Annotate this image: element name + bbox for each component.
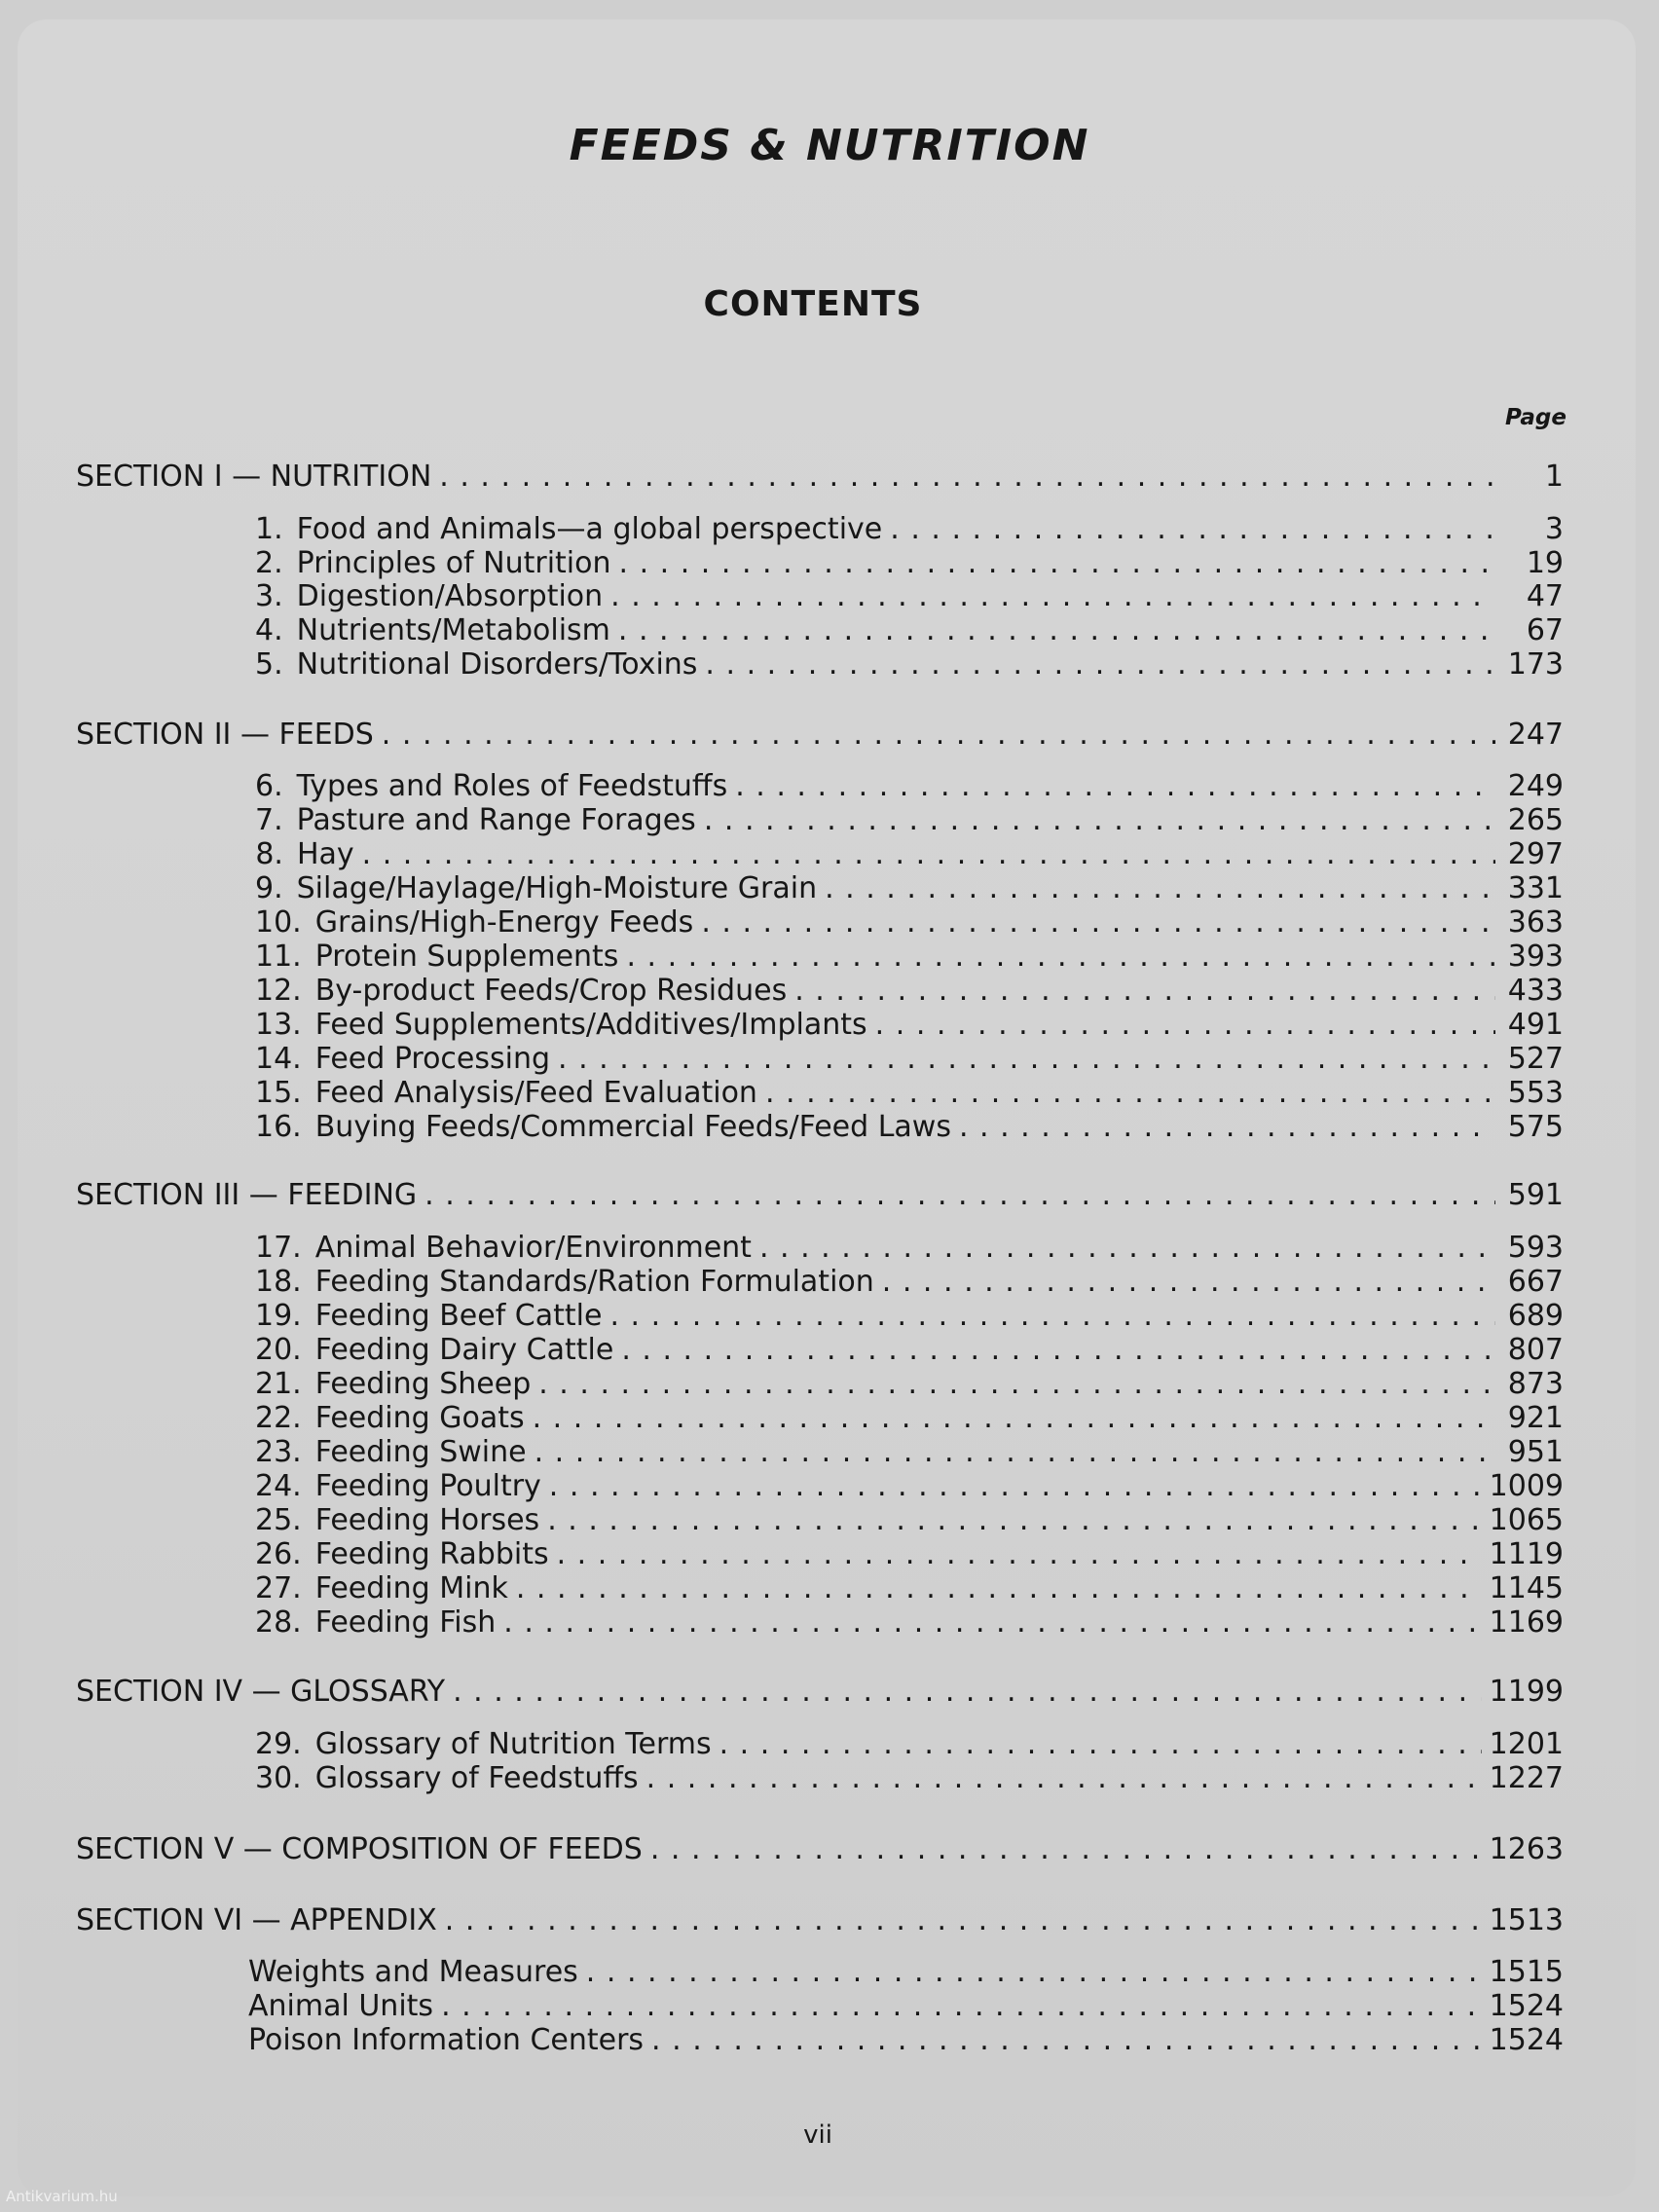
chapter-title: Silage/Haylage/High-Moisture Grain xyxy=(296,871,818,905)
dot-leader xyxy=(535,1435,1495,1470)
chapter-number: 11. xyxy=(255,940,302,974)
toc-entry xyxy=(255,974,1564,1009)
toc-entry xyxy=(255,1299,1564,1334)
toc-entry xyxy=(255,940,1564,975)
toc-entry xyxy=(255,1231,1564,1266)
toc-entry xyxy=(248,1989,1564,2024)
chapter-number: 12. xyxy=(255,974,302,1008)
chapter-number: 24. xyxy=(255,1469,302,1503)
chapter-title: By-product Feeds/Crop Residues xyxy=(314,974,788,1008)
page-number: 1169 xyxy=(1489,1605,1564,1640)
chapter-title: Pasture and Range Forages xyxy=(296,803,696,837)
dot-leader xyxy=(424,1178,1495,1213)
toc-section xyxy=(76,718,1564,753)
toc-entry xyxy=(255,1469,1564,1504)
chapter-number: 18. xyxy=(255,1265,302,1299)
chapter-title: Nutritional Disorders/Toxins xyxy=(296,647,698,682)
chapter-number: 27. xyxy=(255,1571,302,1605)
chapter-number: 5. xyxy=(255,647,283,682)
dot-leader xyxy=(558,1042,1495,1077)
toc-entry xyxy=(255,546,1564,581)
page-number: 553 xyxy=(1507,1076,1564,1110)
section-label: SECTION II — FEEDS xyxy=(76,718,374,752)
toc-entry xyxy=(255,1537,1564,1572)
page-number: 491 xyxy=(1507,1008,1564,1042)
chapter-number: 10. xyxy=(255,905,302,940)
page-number: 173 xyxy=(1507,647,1564,682)
chapter-number: 3. xyxy=(255,579,283,613)
page-number: 667 xyxy=(1507,1265,1564,1299)
dot-leader xyxy=(704,803,1495,838)
toc-section xyxy=(76,1675,1564,1710)
chapter-title: Feeding Dairy Cattle xyxy=(314,1333,614,1367)
section-label: SECTION V — COMPOSITION OF FEEDS xyxy=(76,1832,643,1866)
chapter-number: 7. xyxy=(255,803,283,837)
chapter-title: Glossary of Feedstuffs xyxy=(314,1761,639,1795)
page-number: 873 xyxy=(1507,1367,1564,1401)
page-number: 249 xyxy=(1507,769,1564,803)
chapter-number: 14. xyxy=(255,1042,302,1076)
toc-entry xyxy=(255,1110,1564,1145)
page-number: 265 xyxy=(1507,803,1564,837)
page-number: 1524 xyxy=(1489,1989,1564,2023)
section-label: SECTION IV — GLOSSARY xyxy=(76,1675,446,1709)
book-title: FEEDS & NUTRITION xyxy=(569,121,1090,170)
dot-leader xyxy=(609,1299,1495,1334)
page-number: 1524 xyxy=(1489,2023,1564,2057)
page-number: 297 xyxy=(1507,837,1564,871)
page-number: 363 xyxy=(1507,905,1564,940)
chapter-title: Nutrients/Metabolism xyxy=(296,613,610,647)
dot-leader xyxy=(875,1008,1495,1043)
chapter-title: Grains/High-Energy Feeds xyxy=(314,905,694,940)
toc-entry xyxy=(255,905,1564,940)
toc-entry xyxy=(255,803,1564,838)
dot-leader xyxy=(890,512,1495,547)
toc-entry xyxy=(255,1333,1564,1368)
chapter-title: Feed Supplements/Additives/Implants xyxy=(314,1008,867,1042)
page-number: 3 xyxy=(1544,512,1564,546)
section-label: SECTION VI — APPENDIX xyxy=(76,1903,437,1937)
chapter-title: Feeding Horses xyxy=(314,1503,540,1537)
dot-leader xyxy=(516,1571,1482,1606)
toc-entry xyxy=(255,837,1564,872)
page-number: 1009 xyxy=(1489,1469,1564,1503)
dot-leader xyxy=(586,1955,1482,1990)
toc-entry xyxy=(255,1367,1564,1402)
appendix-title: Weights and Measures xyxy=(248,1955,578,1989)
chapter-number: 6. xyxy=(255,769,283,803)
page-number: 331 xyxy=(1507,871,1564,905)
appendix-title: Animal Units xyxy=(248,1989,434,2023)
contents-heading: CONTENTS xyxy=(703,284,923,324)
dot-leader xyxy=(610,579,1495,614)
page-number: 1515 xyxy=(1489,1955,1564,1989)
toc-section xyxy=(76,1903,1564,1938)
toc-entry xyxy=(255,512,1564,547)
chapter-title: Feeding Rabbits xyxy=(314,1537,549,1571)
toc-section xyxy=(76,460,1564,495)
dot-leader xyxy=(825,871,1495,906)
dot-leader xyxy=(362,837,1495,872)
chapter-title: Feeding Beef Cattle xyxy=(314,1299,603,1333)
chapter-number: 21. xyxy=(255,1367,302,1401)
chapter-number: 29. xyxy=(255,1727,302,1761)
page-number: 593 xyxy=(1507,1231,1564,1265)
chapter-number: 8. xyxy=(255,837,283,871)
appendix-title: Poison Information Centers xyxy=(248,2023,645,2057)
dot-leader xyxy=(382,718,1495,753)
toc-entry xyxy=(255,1076,1564,1111)
chapter-title: Feed Analysis/Feed Evaluation xyxy=(314,1076,757,1110)
dot-leader xyxy=(538,1367,1495,1402)
toc-entry xyxy=(255,613,1564,648)
chapter-title: Feeding Standards/Ration Formulation xyxy=(314,1265,874,1299)
chapter-number: 4. xyxy=(255,613,283,647)
chapter-number: 28. xyxy=(255,1605,302,1640)
toc-entry xyxy=(255,1605,1564,1641)
chapter-title: Principles of Nutrition xyxy=(296,546,611,580)
page-number: 47 xyxy=(1526,579,1564,613)
page-number: 1199 xyxy=(1489,1675,1564,1709)
page-number: 951 xyxy=(1507,1435,1564,1469)
page-number: 1201 xyxy=(1489,1727,1564,1761)
page-number: 1263 xyxy=(1489,1832,1564,1866)
toc-entry xyxy=(255,1727,1564,1762)
dot-leader xyxy=(765,1076,1495,1111)
dot-leader xyxy=(445,1903,1482,1938)
dot-leader xyxy=(705,647,1495,682)
chapter-title: Feeding Goats xyxy=(314,1401,525,1435)
dot-leader xyxy=(646,1761,1482,1796)
dot-leader xyxy=(618,613,1495,648)
chapter-number: 1. xyxy=(255,512,283,546)
chapter-title: Feeding Sheep xyxy=(314,1367,532,1401)
dot-leader xyxy=(549,1469,1482,1504)
page-number: 1119 xyxy=(1489,1537,1564,1571)
toc-entry xyxy=(248,2023,1564,2058)
dot-leader xyxy=(441,1989,1482,2024)
dot-leader xyxy=(621,1333,1495,1368)
dot-leader xyxy=(650,1832,1482,1867)
chapter-title: Feeding Swine xyxy=(314,1435,527,1469)
chapter-number: 19. xyxy=(255,1299,302,1333)
dot-leader xyxy=(547,1503,1481,1538)
chapter-number: 15. xyxy=(255,1076,302,1110)
chapter-number: 23. xyxy=(255,1435,302,1469)
toc-entry xyxy=(255,1401,1564,1436)
toc-entry xyxy=(255,1435,1564,1470)
toc-entry xyxy=(255,1503,1564,1538)
chapter-number: 26. xyxy=(255,1537,302,1571)
chapter-title: Glossary of Nutrition Terms xyxy=(314,1727,712,1761)
chapter-title: Types and Roles of Feedstuffs xyxy=(296,769,728,803)
page-number: 393 xyxy=(1507,940,1564,974)
toc-entry xyxy=(255,647,1564,682)
dot-leader xyxy=(701,905,1495,940)
page-column-header: Page xyxy=(1505,405,1567,430)
dot-leader xyxy=(533,1401,1495,1436)
chapter-number: 20. xyxy=(255,1333,302,1367)
chapter-number: 30. xyxy=(255,1761,302,1795)
chapter-number: 9. xyxy=(255,871,283,905)
dot-leader xyxy=(503,1605,1481,1641)
chapter-title: Buying Feeds/Commercial Feeds/Feed Laws xyxy=(314,1110,951,1144)
chapter-title: Food and Animals—a global perspective xyxy=(296,512,883,546)
page-number: 807 xyxy=(1507,1333,1564,1367)
dot-leader xyxy=(626,940,1495,975)
chapter-number: 22. xyxy=(255,1401,302,1435)
page-number: 1513 xyxy=(1489,1903,1564,1937)
chapter-title: Feed Processing xyxy=(314,1042,551,1076)
page-number: 689 xyxy=(1507,1299,1564,1333)
chapter-title: Animal Behavior/Environment xyxy=(314,1231,752,1265)
page-number: 433 xyxy=(1507,974,1564,1008)
chapter-title: Digestion/Absorption xyxy=(296,579,604,613)
toc-section xyxy=(76,1178,1564,1213)
footer-page-number: vii xyxy=(803,2120,832,2150)
dot-leader xyxy=(882,1265,1495,1300)
toc-entry xyxy=(255,1761,1564,1796)
chapter-number: 16. xyxy=(255,1110,302,1144)
chapter-number: 13. xyxy=(255,1008,302,1042)
page-number: 1227 xyxy=(1489,1761,1564,1795)
toc-entry xyxy=(255,1042,1564,1077)
toc-entry xyxy=(248,1955,1564,1990)
toc-entry xyxy=(255,1008,1564,1043)
dot-leader xyxy=(759,1231,1495,1266)
toc-entry xyxy=(255,1265,1564,1300)
page-number: 575 xyxy=(1507,1110,1564,1144)
dot-leader xyxy=(619,546,1495,581)
chapter-number: 25. xyxy=(255,1503,302,1537)
chapter-title: Protein Supplements xyxy=(314,940,619,974)
toc-entry xyxy=(255,871,1564,906)
dot-leader xyxy=(719,1727,1482,1762)
dot-leader xyxy=(959,1110,1495,1145)
section-label: SECTION I — NUTRITION xyxy=(76,460,432,494)
dot-leader xyxy=(439,460,1495,495)
page-number: 247 xyxy=(1507,718,1564,752)
chapter-title: Feeding Fish xyxy=(314,1605,497,1640)
toc-entry xyxy=(255,769,1564,804)
dot-leader xyxy=(735,769,1495,804)
page-number: 921 xyxy=(1507,1401,1564,1435)
chapter-title: Feeding Poultry xyxy=(314,1469,541,1503)
dot-leader xyxy=(453,1675,1482,1710)
toc-section xyxy=(76,1832,1564,1867)
chapter-number: 2. xyxy=(255,546,283,580)
section-label: SECTION III — FEEDING xyxy=(76,1178,418,1212)
dot-leader xyxy=(794,974,1495,1009)
watermark: Antikvarium.hu xyxy=(6,2188,118,2205)
page-number: 67 xyxy=(1526,613,1564,647)
dot-leader xyxy=(651,2023,1482,2058)
page-number: 1 xyxy=(1544,460,1564,494)
chapter-title: Feeding Mink xyxy=(314,1571,508,1605)
chapter-title: Hay xyxy=(296,837,354,871)
dot-leader xyxy=(557,1537,1482,1572)
toc-entry xyxy=(255,579,1564,614)
page-number: 527 xyxy=(1507,1042,1564,1076)
page-number: 19 xyxy=(1526,546,1564,580)
page-number: 1065 xyxy=(1489,1503,1564,1537)
toc-entry xyxy=(255,1571,1564,1606)
chapter-number: 17. xyxy=(255,1231,302,1265)
page-number: 591 xyxy=(1507,1178,1564,1212)
page-number: 1145 xyxy=(1489,1571,1564,1605)
